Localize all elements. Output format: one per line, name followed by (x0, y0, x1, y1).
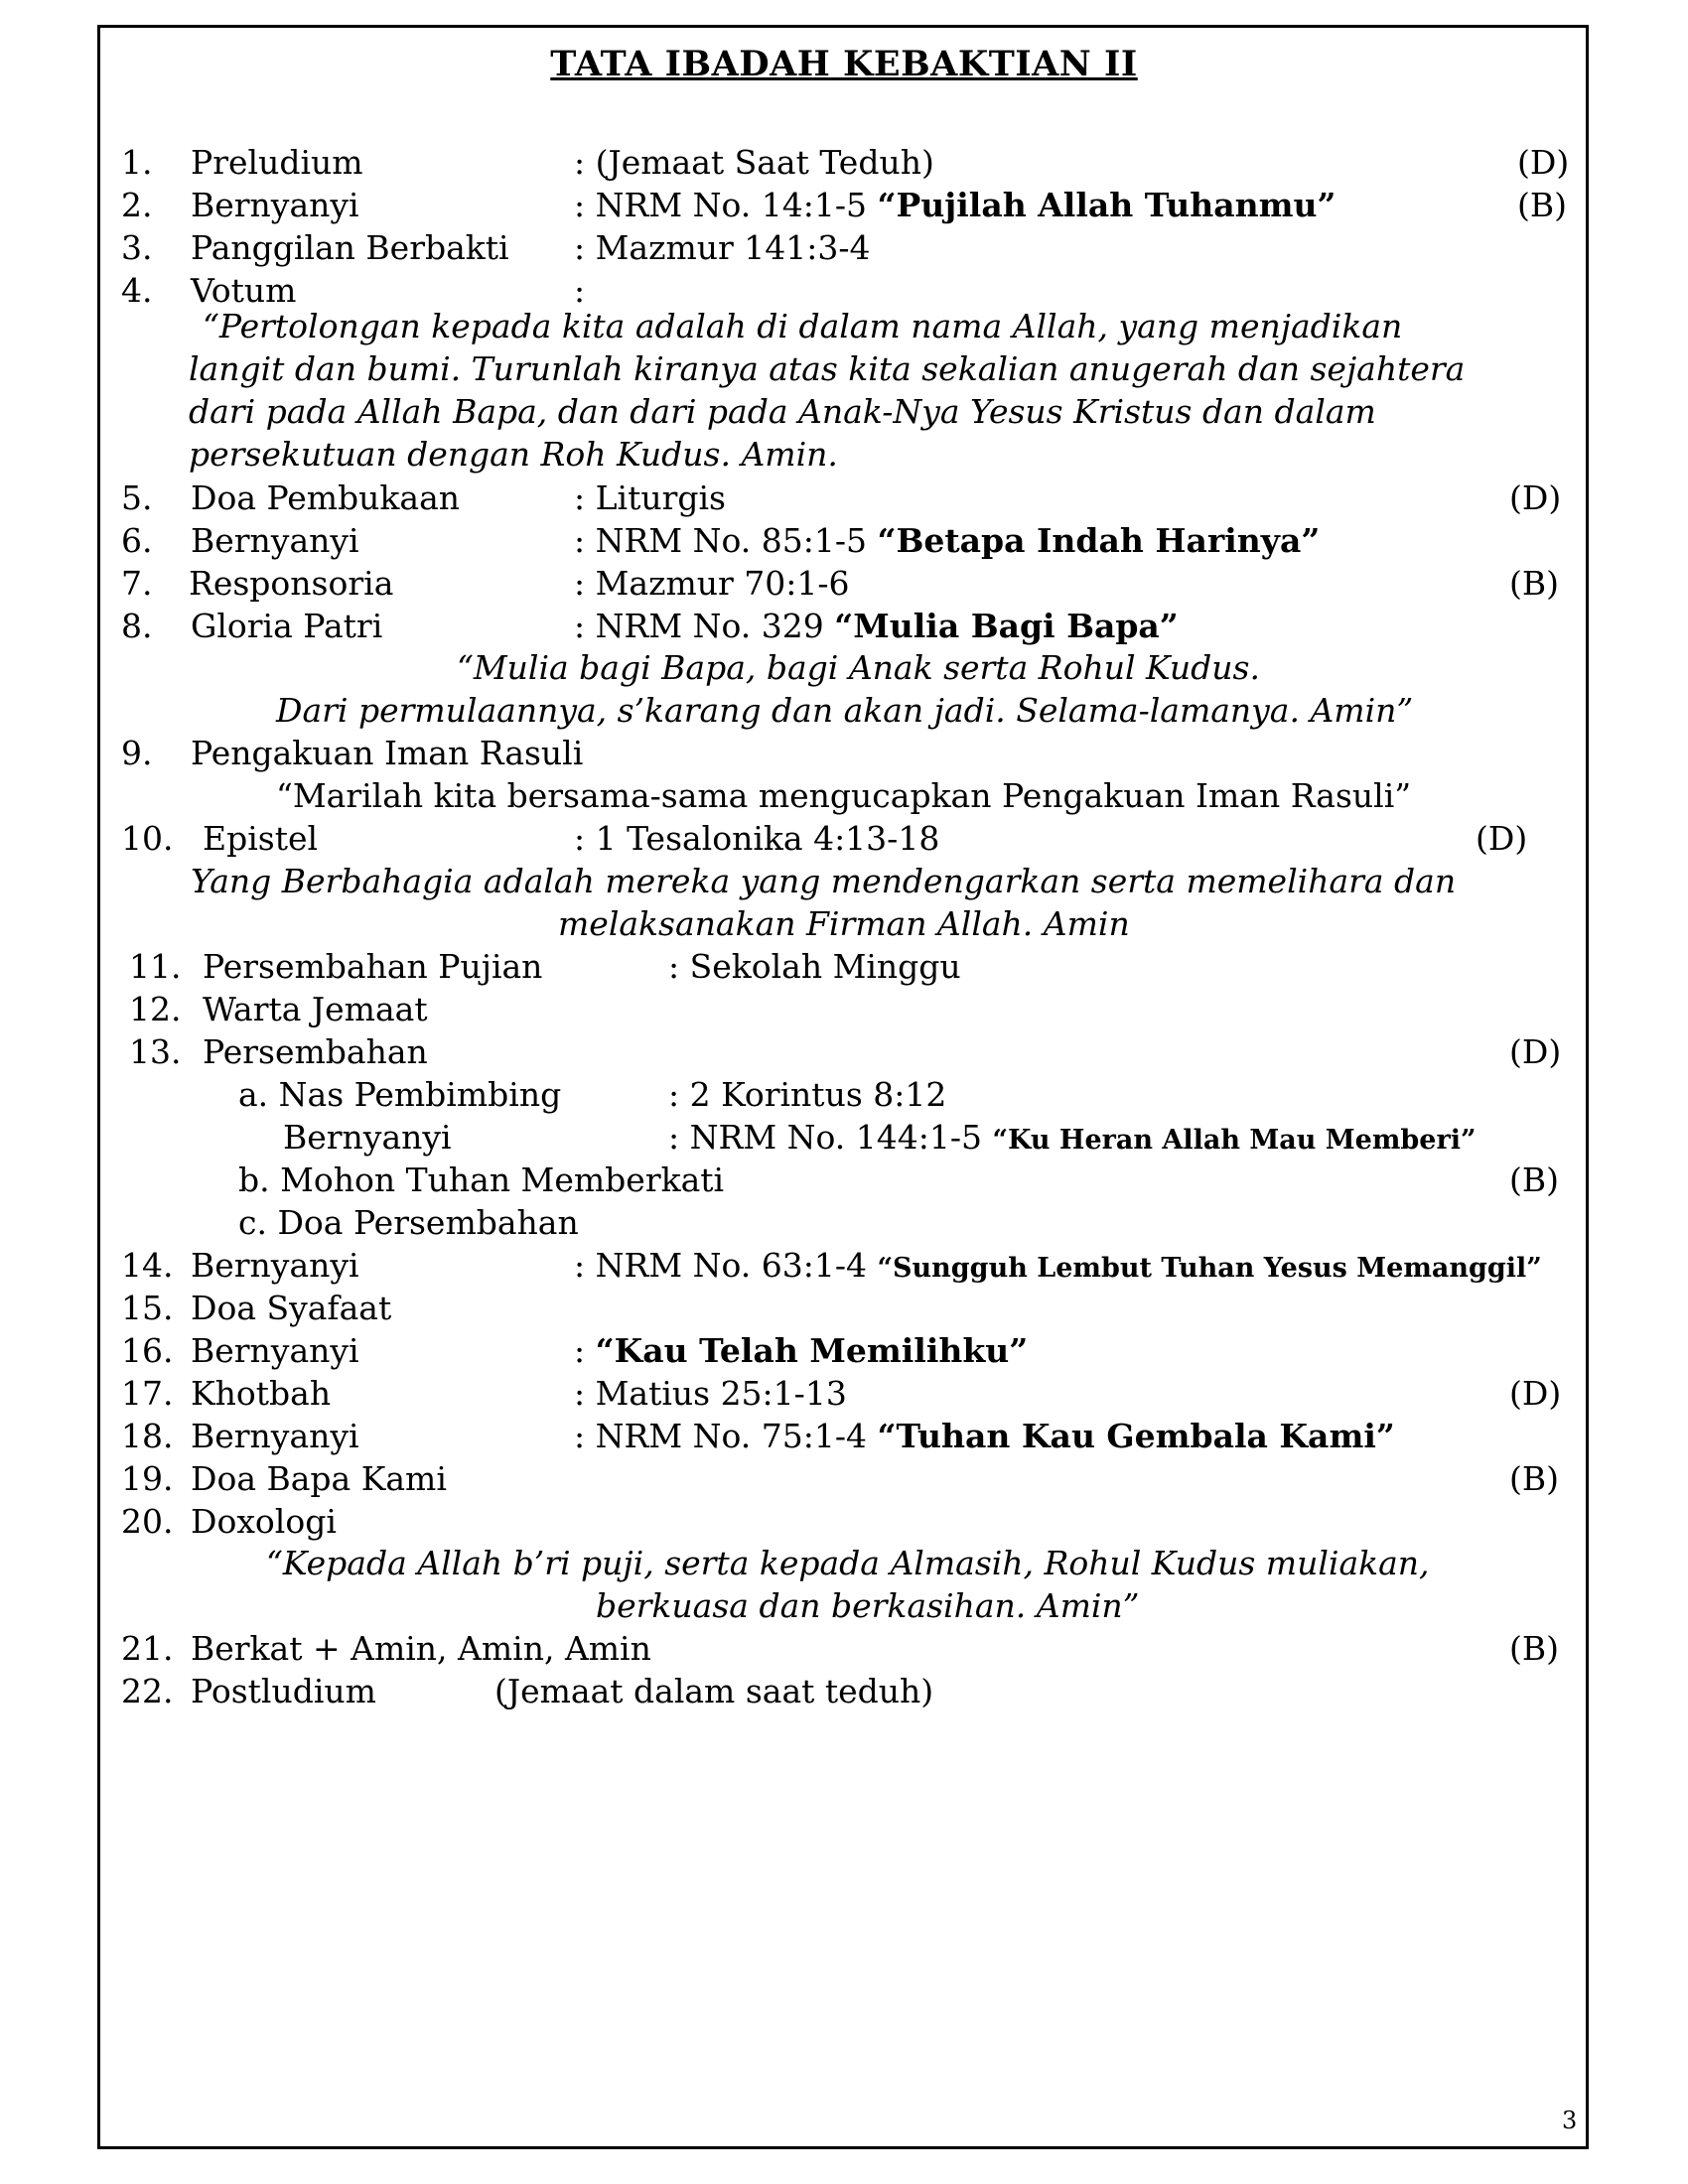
item-value (494, 1670, 933, 1712)
item-value (574, 562, 850, 605)
item-role-mark: (B) (1509, 1459, 1559, 1498)
persembahan-b-label: b. Mohon Tuhan Memberkati (238, 1160, 725, 1199)
item-value (574, 1244, 1542, 1287)
persembahan-a2-label: Bernyanyi (283, 1118, 452, 1157)
item-number: 20. (121, 1502, 174, 1541)
item-value (574, 477, 726, 519)
item-value (574, 184, 1336, 226)
item-label: Bernyanyi (191, 186, 359, 224)
votum-line-1: “Pertolongan kepada kita adalah di dalam nama Allah, yang menjadikan (203, 307, 1403, 345)
song-title: “Kau Telah Memilihku” (595, 1331, 1029, 1370)
item-role-mark: (B) (1509, 1629, 1559, 1668)
item-value-text: : Sekolah Minggu (668, 947, 961, 986)
votum-line-3: dari pada Allah Bapa, dan dari pada Anak-Nya Yesus Kristus dan dalam (189, 392, 1376, 431)
item-role-mark: (D) (1509, 1374, 1562, 1413)
item-value (574, 141, 934, 184)
item-value (574, 226, 871, 269)
item-role-mark: (D) (1476, 819, 1528, 858)
item-number: 7. (121, 564, 153, 603)
item-number: 19. (121, 1459, 174, 1498)
item-number: 22. (121, 1672, 174, 1710)
item-value-text: : NRM No. 85:1-5 (574, 521, 868, 560)
item-number: 13. (129, 1032, 182, 1071)
item-number: 6. (121, 521, 153, 560)
page-title: TATA IBADAH KEBAKTIAN II (550, 44, 1138, 84)
item-value-text: : Liturgis (574, 478, 726, 517)
doxologi-line-2: berkuasa dan berkasihan. Amin” (596, 1586, 1140, 1625)
item-role-mark: (D) (1517, 143, 1570, 182)
item-label: Doxologi (191, 1502, 337, 1541)
item-value-text: : NRM No. 63:1-4 (574, 1246, 868, 1285)
item-number: 17. (121, 1374, 174, 1413)
item-number: 21. (121, 1629, 174, 1668)
item-label: Preludium (191, 143, 363, 182)
item-number: 18. (121, 1417, 174, 1455)
epistel-line-2: melaksanakan Firman Allah. Amin (558, 904, 1130, 943)
persembahan-b-mark: (B) (1509, 1160, 1559, 1199)
item-label: Bernyanyi (191, 1331, 359, 1370)
item-value-text: : (574, 1331, 586, 1370)
item-role-mark: (D) (1509, 478, 1562, 517)
doxologi-line-1: “Kepada Allah b’ri puji, serta kepada Almasih, Rohul Kudus muliakan, (266, 1544, 1430, 1582)
song-title: “Pujilah Allah Tuhanmu” (877, 186, 1336, 224)
item-value-text: : NRM No. 14:1-5 (574, 186, 868, 224)
persembahan-a2-song: “Ku Heran Allah Mau Memberi” (992, 1125, 1477, 1156)
gloria-line-1: “Mulia bagi Bapa, bagi Anak serta Rohul Kudus. (457, 648, 1260, 687)
item-number: 11. (129, 947, 182, 986)
persembahan-a-value: : 2 Korintus 8:12 (668, 1075, 947, 1114)
item-value-text: : (Jemaat Saat Teduh) (574, 143, 934, 182)
item-label: Gloria Patri (191, 607, 383, 645)
item-label: Votum (191, 271, 297, 310)
item-value-text: : NRM No. 75:1-4 (574, 1417, 868, 1455)
song-title: “Betapa Indah Harinya” (877, 521, 1321, 560)
item-label: Responsoria (189, 564, 394, 603)
item-label: Postludium (191, 1672, 376, 1710)
item-number: 9. (121, 734, 153, 772)
item-role-mark: (B) (1509, 564, 1559, 603)
item-value-text: : NRM No. 329 (574, 607, 824, 645)
item-number: 2. (121, 186, 153, 224)
item-label: Doa Syafaat (191, 1289, 392, 1327)
item-number: 15. (121, 1289, 174, 1327)
item-value (574, 817, 939, 860)
item-label: Bernyanyi (191, 521, 359, 560)
item-label: Berkat + Amin, Amin, Amin (191, 1629, 651, 1668)
item-value-text: : 1 Tesalonika 4:13-18 (574, 819, 940, 858)
item-role-mark: (D) (1509, 1032, 1562, 1071)
gloria-line-2: Dari permulaannya, s’karang dan akan jadi. Selama-lamanya. Amin” (276, 691, 1414, 730)
item-value (574, 1329, 1028, 1372)
item-label: Persembahan (203, 1032, 428, 1071)
item-label: Khotbah (191, 1374, 332, 1413)
item-number: 14. (121, 1246, 174, 1285)
item-label: Panggilan Berbakti (191, 228, 509, 267)
song-title: “Mulia Bagi Bapa” (834, 607, 1179, 645)
item-label: Bernyanyi (191, 1417, 359, 1455)
song-title: “Tuhan Kau Gembala Kami” (877, 1417, 1395, 1455)
creed-text: “Marilah kita bersama-sama mengucapkan Pengakuan Iman Rasuli” (276, 776, 1412, 815)
item-value (668, 945, 961, 988)
item-label: Bernyanyi (191, 1246, 359, 1285)
item-value-text: (Jemaat dalam saat teduh) (494, 1672, 934, 1710)
item-value-text: : Mazmur 70:1-6 (574, 564, 850, 603)
epistel-line-1: Yang Berbahagia adalah mereka yang mendengarkan serta memelihara dan (191, 862, 1457, 900)
item-number: 1. (121, 143, 153, 182)
item-label: Persembahan Pujian (203, 947, 543, 986)
item-value-text: : Mazmur 141:3-4 (574, 228, 871, 267)
item-value (574, 1415, 1395, 1457)
persembahan-c-label: c. Doa Persembahan (238, 1203, 579, 1242)
item-value-text: : (574, 271, 586, 310)
item-label: Epistel (203, 819, 319, 858)
item-number: 5. (121, 478, 153, 517)
item-number: 10. (121, 819, 174, 858)
persembahan-a2-value: : NRM No. 144:1-5 “Ku Heran Allah Mau Memberi” (668, 1118, 1477, 1157)
votum-line-2: langit dan bumi. Turunlah kiranya atas kita sekalian anugerah dan sejahtera (189, 349, 1466, 388)
item-value-text: : Matius 25:1-13 (574, 1374, 847, 1413)
item-value (574, 1372, 847, 1415)
item-number: 16. (121, 1331, 174, 1370)
item-number: 4. (121, 271, 153, 310)
item-number: 3. (121, 228, 153, 267)
song-title: “Sungguh Lembut Tuhan Yesus Memanggil” (877, 1253, 1542, 1284)
item-label: Doa Pembukaan (191, 478, 461, 517)
item-number: 8. (121, 607, 153, 645)
item-label: Pengakuan Iman Rasuli (191, 734, 584, 772)
item-role-mark: (B) (1517, 186, 1567, 224)
page-number: 3 (1562, 2107, 1578, 2134)
item-label: Warta Jemaat (203, 990, 428, 1028)
item-value (574, 605, 1179, 647)
persembahan-a-label: a. Nas Pembimbing (238, 1075, 562, 1114)
votum-line-4: persekutuan dengan Roh Kudus. Amin. (189, 435, 838, 474)
item-number: 12. (129, 990, 182, 1028)
item-label: Doa Bapa Kami (191, 1459, 447, 1498)
item-value (574, 519, 1320, 562)
